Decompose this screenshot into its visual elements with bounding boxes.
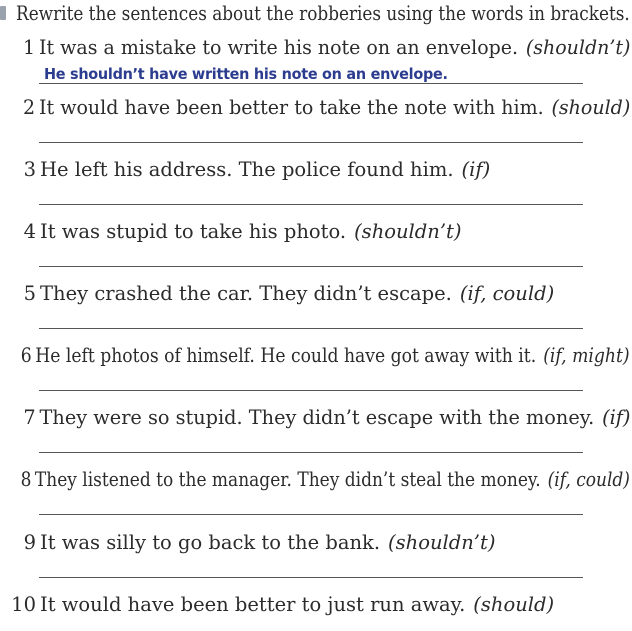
item-number: 1 (22, 36, 36, 59)
exercise-item-4 (0, 220, 461, 244)
exercise-item-3 (0, 158, 490, 182)
item-hint: (if) (461, 158, 491, 181)
answer-line-3[interactable] (39, 204, 583, 205)
section-marker (0, 6, 6, 20)
item-number: 10 (11, 593, 36, 616)
item-number: 6 (20, 344, 32, 367)
item-number: 3 (23, 158, 36, 181)
item-text: It was a mistake to write his note on an envelope. (38, 36, 519, 59)
item-hint: (shouldn’t) (388, 531, 496, 554)
item-number: 5 (23, 282, 36, 305)
exercise-item-8 (0, 468, 630, 492)
item-text: He left photos of himself. He could have got away with it. (35, 344, 537, 367)
exercise-item-2 (0, 96, 630, 120)
example-answer: He shouldn’t have written his note on an envelope. (44, 65, 448, 83)
item-hint: (if, might) (543, 344, 630, 367)
item-text: They were so stupid. They didn’t escape with the money. (39, 406, 595, 429)
item-text: It was stupid to take his photo. (40, 220, 347, 243)
exercise-item-7 (0, 406, 630, 430)
item-hint: (shouldn’t) (354, 220, 462, 243)
answer-line-5[interactable] (39, 328, 583, 329)
exercise-item-6 (0, 344, 630, 368)
item-text: They crashed the car. They didn’t escape. (40, 282, 452, 305)
item-text: They listened to the manager. They didn’t steal the money. (34, 468, 541, 491)
item-number: 2 (22, 96, 36, 119)
answer-line-2[interactable] (39, 142, 583, 143)
exercise-item-5 (0, 282, 554, 306)
item-hint: (should) (473, 593, 555, 616)
item-number: 4 (23, 220, 36, 243)
item-hint: (should) (551, 96, 631, 119)
exercise-item-1 (0, 36, 630, 60)
answer-line-6[interactable] (39, 390, 583, 391)
exercise-item-10 (0, 593, 554, 617)
item-hint: (if, could) (459, 282, 555, 305)
item-text: It would have been better to just run away. (40, 593, 466, 616)
answer-line-8[interactable] (39, 514, 583, 515)
item-hint: (shouldn’t) (525, 36, 631, 59)
item-number: 8 (20, 468, 32, 491)
item-text: He left his address. The police found him. (40, 158, 454, 181)
item-number: 9 (23, 531, 36, 554)
item-text: It was silly to go back to the bank. (40, 531, 381, 554)
answer-line-4[interactable] (39, 266, 583, 267)
item-hint: (if, could) (547, 468, 630, 491)
item-number: 7 (23, 406, 36, 429)
item-text: It would have been better to take the note with him. (39, 96, 544, 119)
answer-line-1[interactable] (39, 83, 583, 84)
answer-line-9[interactable] (39, 577, 583, 578)
item-hint: (if) (602, 406, 631, 429)
exercise-instruction: Rewrite the sentences about the robberies using the words in brackets. (16, 2, 630, 25)
exercise-item-9 (0, 531, 495, 555)
answer-line-7[interactable] (39, 452, 583, 453)
